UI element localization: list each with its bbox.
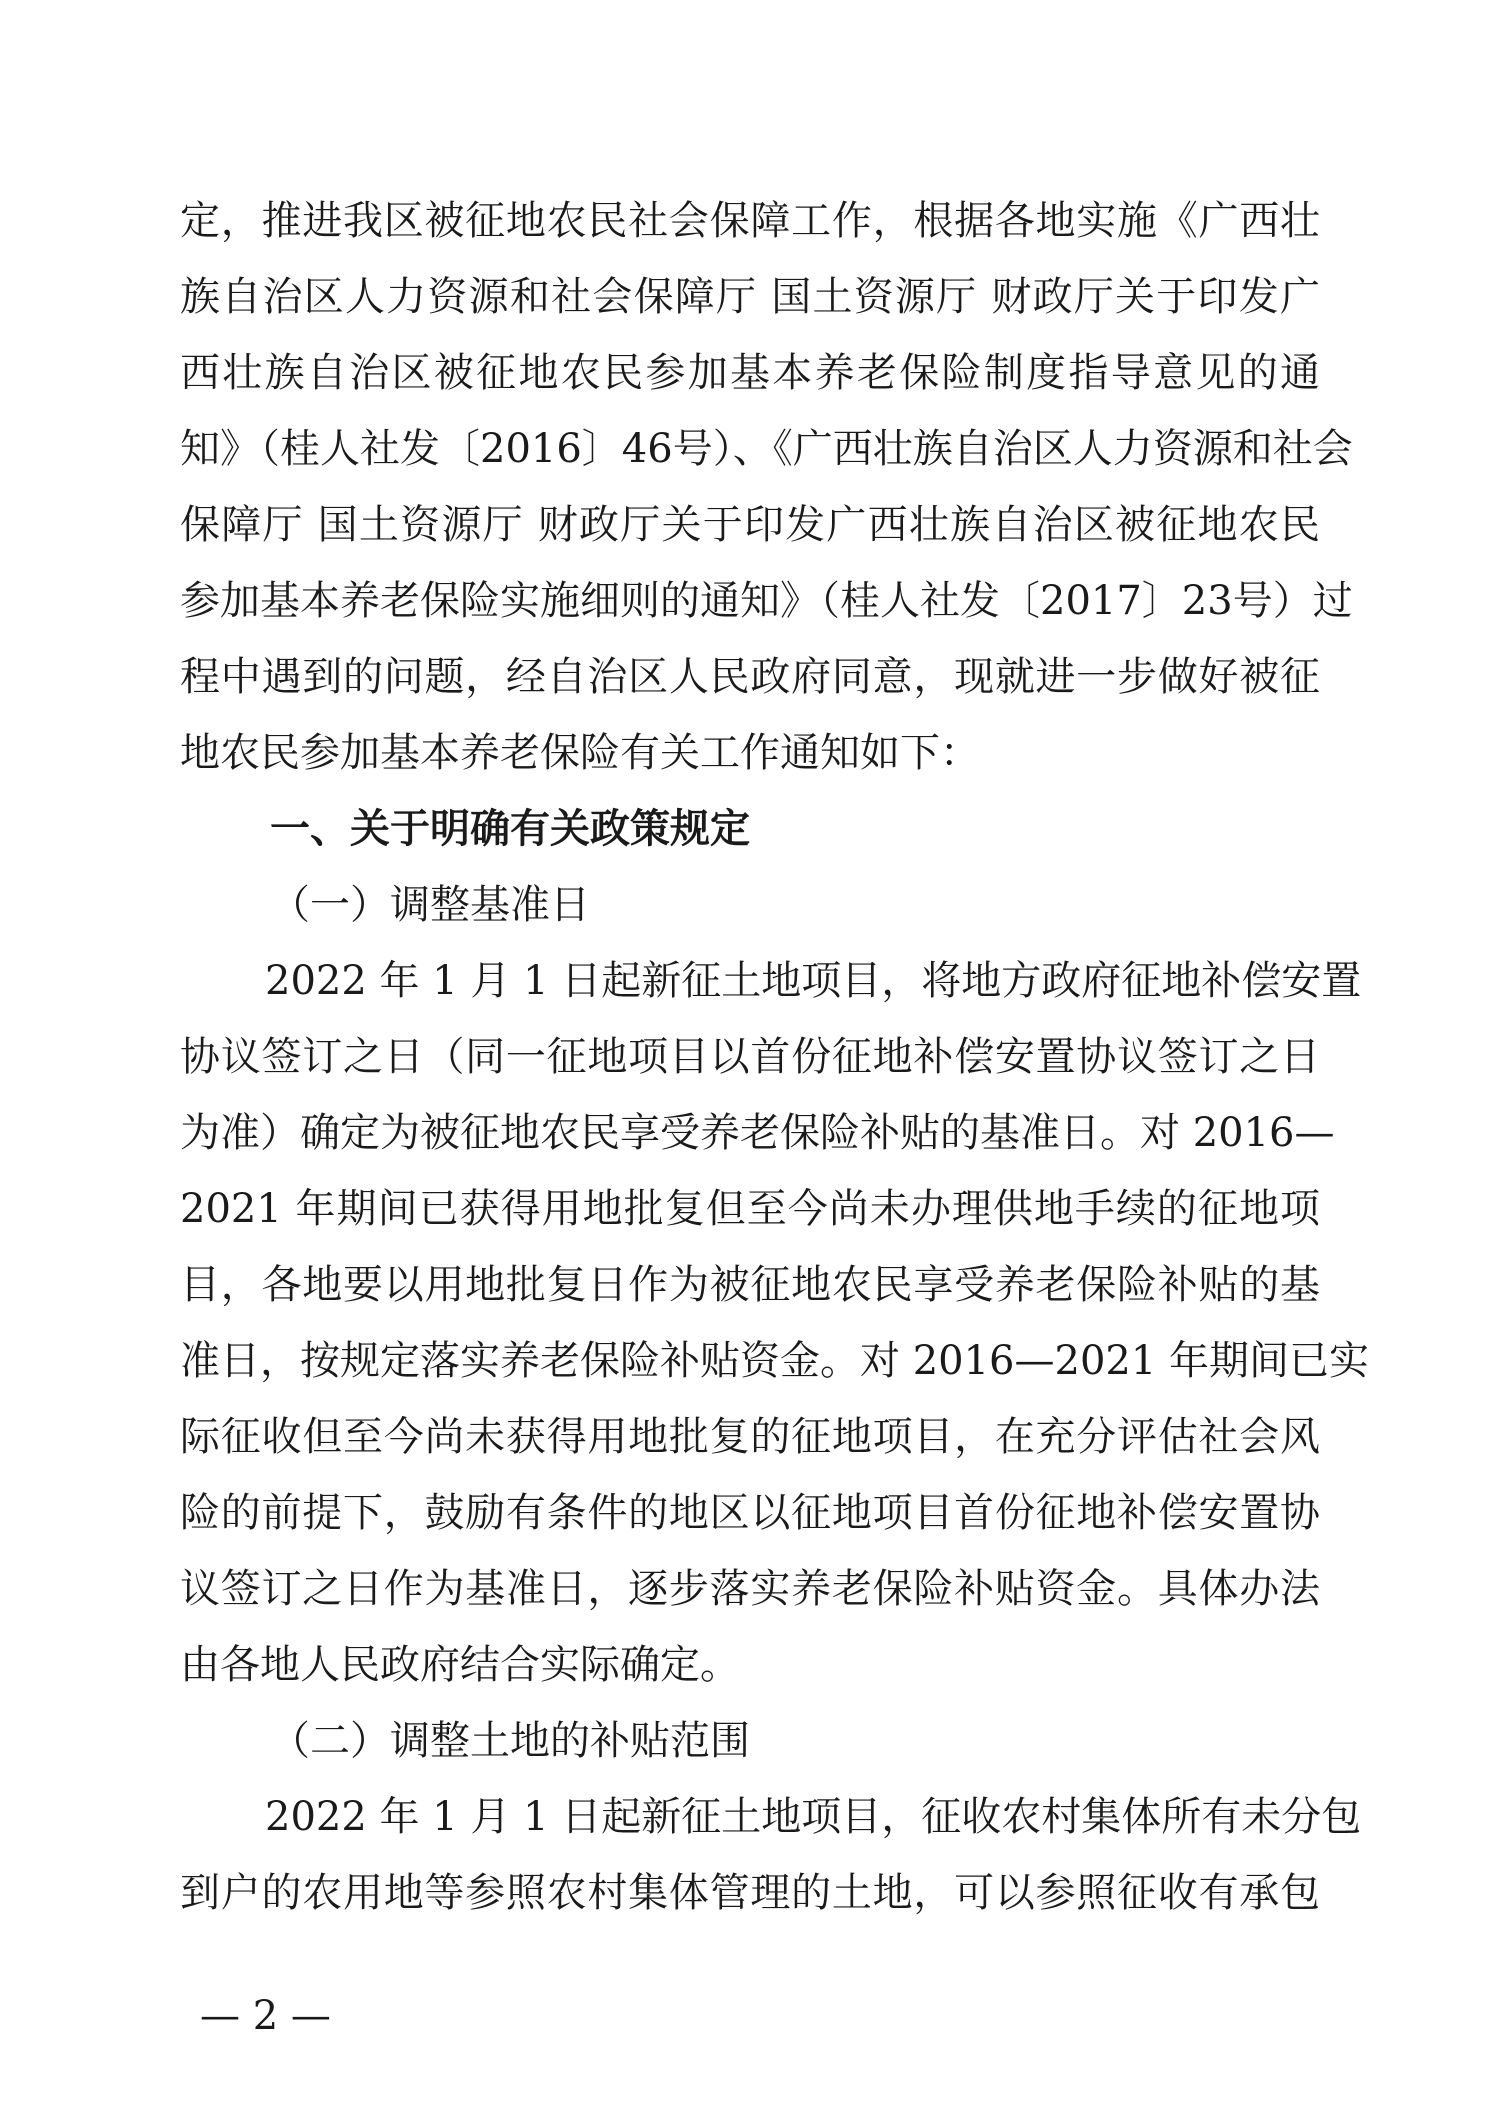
subsection-title: （二）调整土地的补贴范围: [270, 1718, 750, 1764]
body-line: 2022 年 1 月 1 日起新征土地项目，将地方政府征地补偿安置: [265, 958, 1362, 1004]
body-line: 目，各地要以用地批复日作为被征地农民享受养老保险补贴的基: [180, 1262, 1320, 1308]
subsection-title: （一）调整基准日: [270, 882, 590, 928]
body-line: 准日，按规定落实养老保险补贴资金。对 2016—2021 年期间已实: [180, 1338, 1370, 1384]
body-line: 由各地人民政府结合实际确定。: [180, 1642, 740, 1688]
body-line: 协议签订之日（同一征地项目以首份征地补偿安置协议签订之日: [180, 1034, 1320, 1080]
body-line: 地农民参加基本养老保险有关工作通知如下：: [180, 730, 980, 776]
body-line: 参加基本养老保险实施细则的通知》（桂人社发〔2017〕23号）过: [180, 578, 1353, 624]
section-heading: 一、关于明确有关政策规定: [270, 806, 750, 852]
body-line: 族自治区人力资源和社会保障厅 国土资源厅 财政厅关于印发广: [180, 274, 1320, 320]
body-line: 西壮族自治区被征地农民参加基本养老保险制度指导意见的通: [180, 350, 1320, 396]
body-line: 2022 年 1 月 1 日起新征土地项目，征收农村集体所有未分包: [265, 1794, 1362, 1840]
body-line: 为准）确定为被征地农民享受养老保险补贴的基准日。对 2016—: [180, 1110, 1335, 1156]
body-line: 到户的农用地等参照农村集体管理的土地，可以参照征收有承包: [180, 1870, 1320, 1916]
body-line: 定，推进我区被征地农民社会保障工作，根据各地实施《广西壮: [180, 198, 1320, 244]
body-line: 知》（桂人社发〔2016〕46号）、《广西壮族自治区人力资源和社会: [180, 426, 1353, 472]
body-line: 际征收但至今尚未获得用地批复的征地项目，在充分评估社会风: [180, 1414, 1320, 1460]
body-line: 险的前提下，鼓励有条件的地区以征地项目首份征地补偿安置协: [180, 1490, 1320, 1536]
body-line: 保障厅 国土资源厅 财政厅关于印发广西壮族自治区被征地农民: [180, 502, 1320, 548]
body-line: 议签订之日作为基准日，逐步落实养老保险补贴资金。具体办法: [180, 1566, 1320, 1612]
body-line: 2021 年期间已获得用地批复但至今尚未办理供地手续的征地项: [180, 1186, 1320, 1232]
page-number: — 2 —: [200, 1993, 331, 2039]
body-line: 程中遇到的问题，经自治区人民政府同意，现就进一步做好被征: [180, 654, 1320, 700]
